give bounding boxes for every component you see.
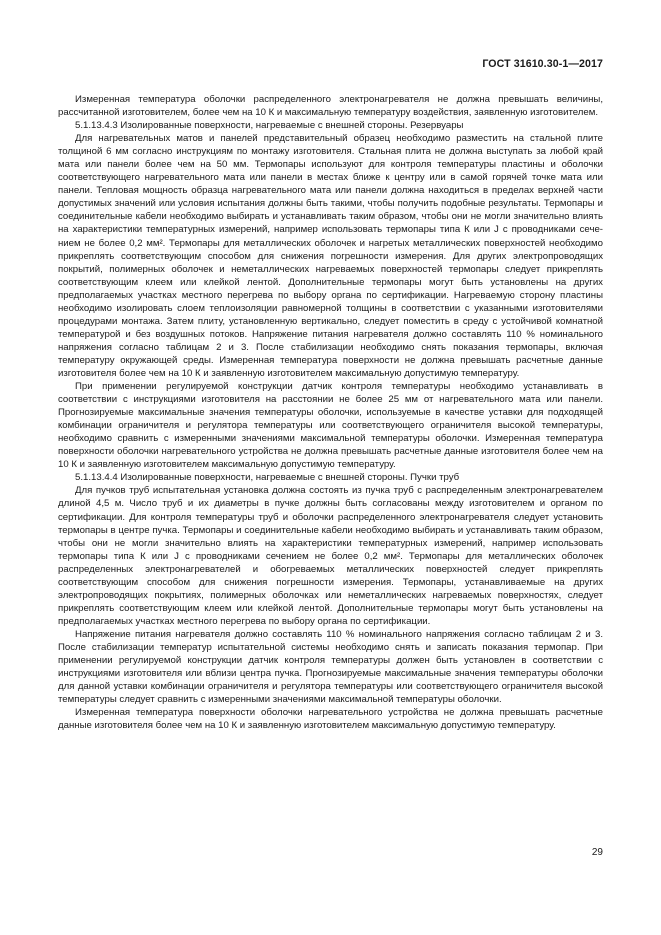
paragraph: Измеренная температура поверхности оболочки нагревательного устройства не должна превышать расчетные данные изготовителя более чем на 10 К и заявленную изготовителем максимальную допустимую температуру. <box>58 707 603 732</box>
document-body <box>58 93 603 732</box>
section-heading-5-1-13-4-4: 5.1.13.4.4 Изолированные поверхности, нагреваемые с внешней стороны. Пучки труб <box>75 472 460 484</box>
paragraph: При применении регулируемой конструкции датчик контроля температуры необходимо устанавливать в соответствии с инструкциями изготовителя на расстоянии не более 25 мм от нагревательного мата или панели. Прогнозируемые максимальные значения температуры оболочки, используемые в качестве уставки для подходящей комбинации ограничителя и регулятора температуры или соответствующего ограничителя высокой температуры, необходимо сравнить с измеренными значениями максимальной температуры оболочки. Измеренная температура поверхности оболочки нагревательного устройства не должна превышать расчетные данные изготовителя более чем на 10 К и заявленную изготовителем максимальную допустимую температуру. <box>58 381 603 471</box>
page-header-standard-code: ГОСТ 31610.30-1—2017 <box>482 58 603 70</box>
section-heading-5-1-13-4-3: 5.1.13.4.3 Изолированные поверхности, нагреваемые с внешней стороны. Резервуары <box>75 120 464 132</box>
paragraph: Для пучков труб испытательная установка должна состоять из пучка труб с распределенным электронагревателем длиной 4,5 м. Число труб и их диаметры в пучке должны быть согласованы между изготовителем и органом по сертификации. Для контроля температуры труб и оболочки распределенного электронагревателя следует установить термопары в центре пучка. Термопары и соединительные кабели необходимо выбирать и устанавливать таким образом, чтобы они не могли значительно влиять на характеристики температурных измерений, например использовать термопары типа К или J с проводниками сечением не более 0,2 мм². Термопары для металлических оболочек распределенных электронагревателей и обогреваемых металлических поверхностей следует прикреплять соответствующим способом для снижения погрешности измерения. Термопары, устанавливаемые на других электропроводящих покрытиях, полимерных оболочках или неметаллических нагреваемых поверхностях, следует прикреплять соответствующим клеем или клейкой лентой. Дополнительные термопары могут быть установлены на предполагаемых участках местного перегрева по выбору органа по сертификации. <box>58 485 603 627</box>
paragraph: Напряжение питания нагревателя должно составлять 110 % номинального напряжения согласно таблицам 2 и 3. После стабилизации температур испытательной системы необходимо снять и записать показания термопар. При применении регулируемой конструкции датчик контроля температуры должен быть установлен в соответствии с инструкциями изготовителя или вблизи центра пучка. Прогнозируемые максимальные значения температуры оболочки для данной уставки комбинации ограничителя и регулятора температуры или соответствующего ограничителя высокой температуры следует сравнить с измеренными значениями максимальной температуры оболочки. <box>58 628 603 706</box>
page-number: 29 <box>591 847 603 858</box>
paragraph: Для нагревательных матов и панелей представительный образец необходимо разместить на стальной плите толщиной 6 мм согласно инструкциям по монтажу изготовителя. Стальная плита не должна выступать за любой край мата или панели более чем на 50 мм. Термопары используют для контроля температуры пластины и оболочки соответствующего нагревательного мата или панели в местах ближе к центру или в самой горячей точке мата или панели. Тепловая мощность образца нагревательного мата или панели должна находиться в пределах верхней части допустимых значений или условия испытания должны быть такими, чтобы получить подобные результаты. Термопары и соединительные кабели необходимо выбирать и устанавливать таким образом, чтобы они не могли значительно влиять на характеристики температурных измерений, например использовать термопары типа К или J с проводниками сечением не более 0,2 мм². Термопары для металлических оболочек и нагретых металлических поверхностей необходимо прикреплять соответствующим способом для снижения погрешности измерения. Для других электропроводящих покрытий, полимерных оболочек и неметаллических нагреваемых поверхностей термопары следует прикреплять соответствующим клеем или клейкой лентой. Дополнительные термопары могут быть установлены на других предполагаемых участках местного перегрева по выбору органа по сертификации. Нагреваемую сторону пластины необходимо изолировать слоем теплоизоляции равномерной толщины в соответствии с указанными изготовителями процедурами монтажа. Затем плиту, установленную вертикально, следует поместить в среду с устойчивой комнатной температурой и без воздушных потоков. Напряжение питания нагревателя должно составлять 110 % номинального напряжения согласно таблицам 2 и 3. После стабилизации необходимо снять показания термопары, включая температуру окружающей среды. Измеренная температура поверхности не должна превышать расчетные данные изготовителя более чем на 10 К и заявленную изготовителем максимальную допустимую температуру. <box>58 133 603 379</box>
paragraph: Измеренная температура оболочки распределенного электронагревателя не должна превышать величины, рассчитанной изготовителем, более чем на 10 К и максимальную температуру воздействия, заявленную изготовителем. <box>58 94 603 119</box>
